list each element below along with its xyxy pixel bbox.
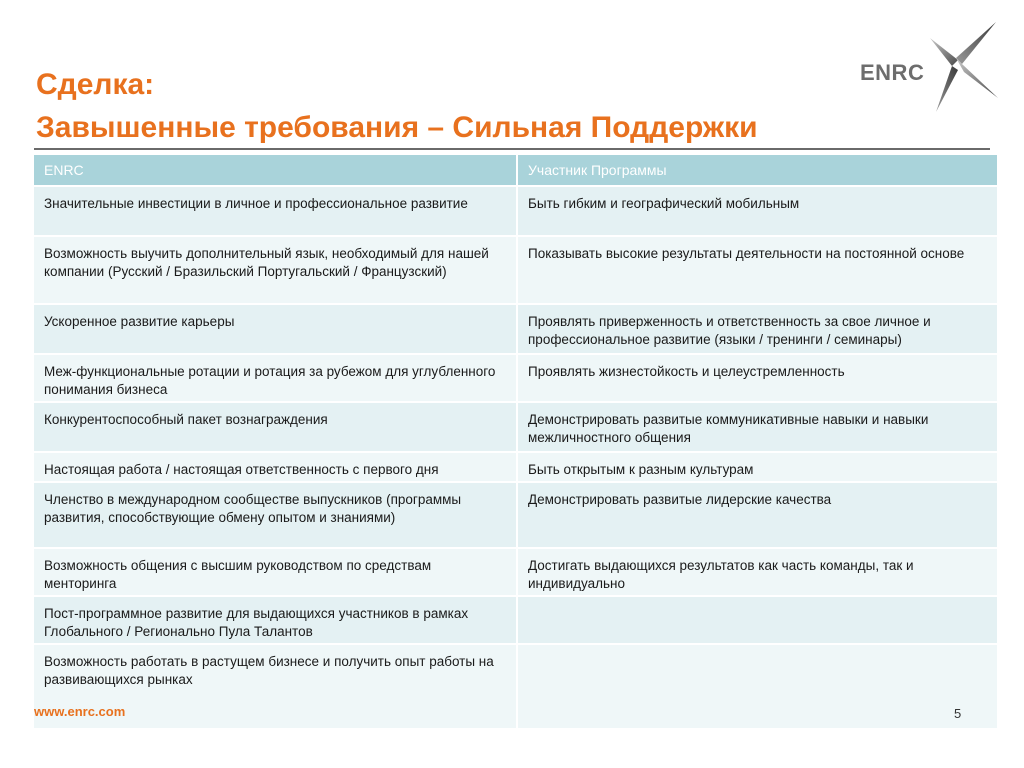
- table-cell: Возможность общения с высшим руководством по средствам менторинга: [34, 548, 517, 596]
- column-header-participant: Участник Программы: [517, 155, 998, 186]
- table-row: [34, 304, 998, 354]
- footer-website-link[interactable]: www.enrc.com: [34, 704, 126, 719]
- table-cell: Показывать высокие результаты деятельности на постоянной основе: [517, 236, 998, 304]
- table-cell: Конкурентоспособный пакет вознаграждения: [34, 402, 517, 452]
- table-cell: Быть открытым к разным культурам: [517, 452, 998, 482]
- table-cell: Демонстрировать развитые коммуникативные навыки и навыки межличностного общения: [517, 402, 998, 452]
- table-cell: [517, 596, 998, 644]
- table-cell: Демонстрировать развитые лидерские качества: [517, 482, 998, 548]
- table-cell: Членство в международном сообществе выпускников (программы развития, способствующие обмену опытом и знаниями): [34, 482, 517, 548]
- table-row: [34, 596, 998, 644]
- table-cell: Меж-функциональные ротации и ротация за рубежом для углубленного понимания бизнеса: [34, 354, 517, 402]
- table-cell: Ускоренное развитие карьеры: [34, 304, 517, 354]
- page-title: [36, 63, 758, 149]
- table-cell: Быть гибким и географический мобильным: [517, 186, 998, 236]
- table-cell: Проявлять приверженность и ответственность за свое личное и профессиональное развитие (языки / тренинги / семинары): [517, 304, 998, 354]
- table-cell: Пост-программное развитие для выдающихся участников в рамках Глобального / Регионально Пула Талантов: [34, 596, 517, 644]
- table-header-row: [34, 155, 998, 186]
- column-header-enrc: ENRC: [34, 155, 517, 186]
- title-divider: [34, 148, 990, 150]
- enrc-logo: [860, 20, 1000, 115]
- comparison-table: [34, 155, 999, 728]
- table-row: [34, 186, 998, 236]
- title-line-1: Сделка:: [36, 68, 155, 101]
- table-row: [34, 548, 998, 596]
- table-row: [34, 354, 998, 402]
- logo-text: ENRC: [860, 60, 925, 85]
- table-cell: Настоящая работа / настоящая ответственность с первого дня: [34, 452, 517, 482]
- page-number: 5: [954, 706, 962, 721]
- table-cell: [517, 644, 998, 728]
- table-row: [34, 236, 998, 304]
- table-cell: Возможность работать в растущем бизнесе и получить опыт работы на развивающихся рынках: [34, 644, 517, 728]
- table-row: [34, 644, 998, 728]
- table-cell: Значительные инвестиции в личное и профессиональное развитие: [34, 186, 517, 236]
- table-cell: Достигать выдающихся результатов как часть команды, так и индивидуально: [517, 548, 998, 596]
- title-line-2: Завышенные требования – Сильная Поддержки: [36, 111, 758, 144]
- star-logo-icon: [922, 20, 1000, 115]
- table-row: [34, 402, 998, 452]
- table-cell: Проявлять жизнестойкость и целеустремленность: [517, 354, 998, 402]
- table-cell: Возможность выучить дополнительный язык, необходимый для нашей компании (Русский / Бразильский Португальский / Французский): [34, 236, 517, 304]
- table-row: [34, 452, 998, 482]
- table-row: [34, 482, 998, 548]
